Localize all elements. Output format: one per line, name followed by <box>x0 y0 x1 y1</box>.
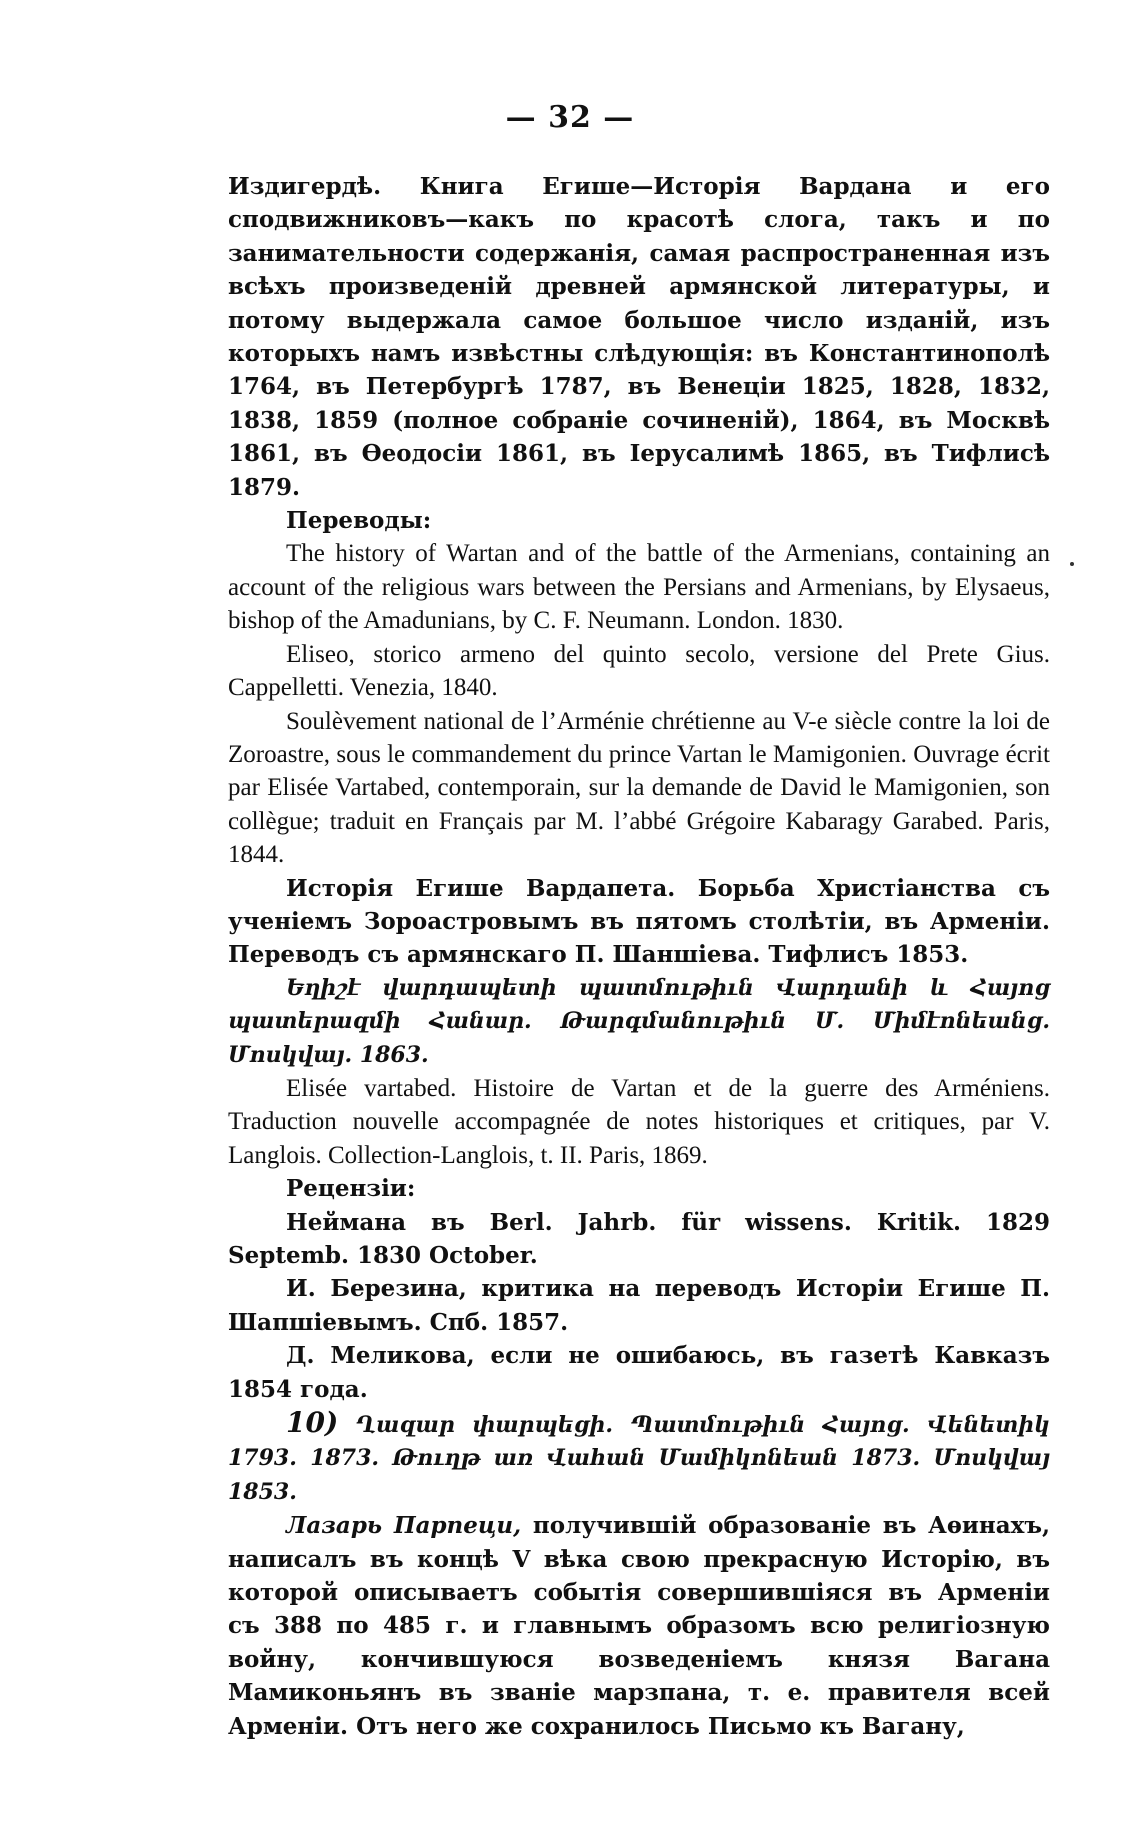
entry-10-text: Ղազար փարպեցի. Պատմութիւն Հայոց. Վենետիկ 1793. 1873. Թուղթ առ Վահան Մամիկոնեան 1873. Մոսկվայ 1853. <box>228 1412 1050 1505</box>
review-melikov: Д. Меликова, если не ошибаюсь, въ газетѣ Кавказъ 1854 года. <box>228 1342 1050 1403</box>
review-berezin: И. Березина, критика на переводъ Исторіи Егише П. Шапшіевымъ. Спб. 1857. <box>228 1275 1050 1336</box>
print-speck <box>1070 562 1074 566</box>
review-neumann: Неймана въ Berl. Jahrb. für wissens. Kritik. 1829 Septemb. 1830 October. <box>228 1208 1050 1269</box>
bib-entry-french-1869: Elisée vartabed. Histoire de Vartan et de la guerre des Arméniens. Traduction nouvelle accompagnée de notes historiques et critiques, par V. Langlois. Collection-Langlois, t. II. Paris, 1869. <box>228 1074 1050 1169</box>
entry-10-parpetsi-editions <box>228 1406 1050 1509</box>
paragraph-lazar-parpetsi <box>228 1509 1050 1743</box>
entry-number: 10) <box>286 1406 339 1440</box>
author-name: Лазарь Парпеци, <box>286 1512 522 1540</box>
page-body <box>228 170 1050 1743</box>
bib-entry-french-1844: Soulèvement national de l’Arménie chrétienne au V-e siècle contre la loi de Zoroastre, sous le commandement du prince Vartan le Mamigonien. Ouvrage écrit par Elisée Vartabed, contemporain, sur la demande de David le Mamigonien, son collègue; traduit en Français par M. l’abbé Grégoire Kabaragy Garabed. Paris, 1844. <box>228 707 1050 869</box>
bib-entry-english: The history of Wartan and of the battle of the Armenians, containing an account of the religious wars between the Persians and Armenians, by Elysaeus, bishop of the Amadunians, by C. F. Neumann. London. 1830. <box>228 540 1050 635</box>
heading-translations: Переводы: <box>286 507 432 535</box>
bib-entry-armenian: Եղիշէ վարդապետի պատմութիւն Վարդանի և Հայոց պատերազմի Հանար. Թարգմանութիւն Մ. Միմէոնեանց. Մոսկվայ. 1863. <box>228 974 1050 1068</box>
paragraph-lazar-text: получившій образованіе въ Аѳинахъ, написалъ въ концѣ V вѣка свою прекрасную Исторію, въ которой описываетъ событія совершившіяся въ Арменіи съ 388 по 485 г. и главнымъ образомъ всю религіозную войну, кончившуюся возведеніемъ князя Вагана Мамиконьянъ въ званіе марзпана, т. е. правителя всей Арменіи. Отъ него же сохранилось Письмо къ Вагану, <box>228 1512 1051 1740</box>
bib-entry-italian: Eliseo, storico armeno del quinto secolo, versione del Prete Gius. Cappelletti. Venezia, 1840. <box>228 640 1050 702</box>
heading-reviews: Рецензіи: <box>286 1175 416 1203</box>
bib-entry-russian: Исторія Егише Вардапета. Борьба Христіанства съ ученіемъ Зороастровымъ въ пятомъ столѣтіи, въ Арменіи. Переводъ съ армянскаго П. Шаншіева. Тифлисъ 1853. <box>228 874 1050 969</box>
page-number: — 32 — <box>505 100 635 135</box>
paragraph-yeghishe-editions: Издигердѣ. Книга Егише—Исторія Вардана и его сподвижниковъ—какъ по красотѣ слога, такъ и по занимательности содержанія, самая распространенная изъ всѣхъ произведеній древней армянской литературы, и потому выдержала самое большое число изданій, изъ которыхъ намъ извѣстны слѣдующія: въ Константинополѣ 1764, въ Петербургѣ 1787, въ Венеціи 1825, 1828, 1832, 1838, 1859 (полное собраніе сочиненій), 1864, въ Москвѣ 1861, въ Ѳеодосіи 1861, въ Іерусалимѣ 1865, въ Тифлисѣ 1879. <box>228 173 1050 501</box>
